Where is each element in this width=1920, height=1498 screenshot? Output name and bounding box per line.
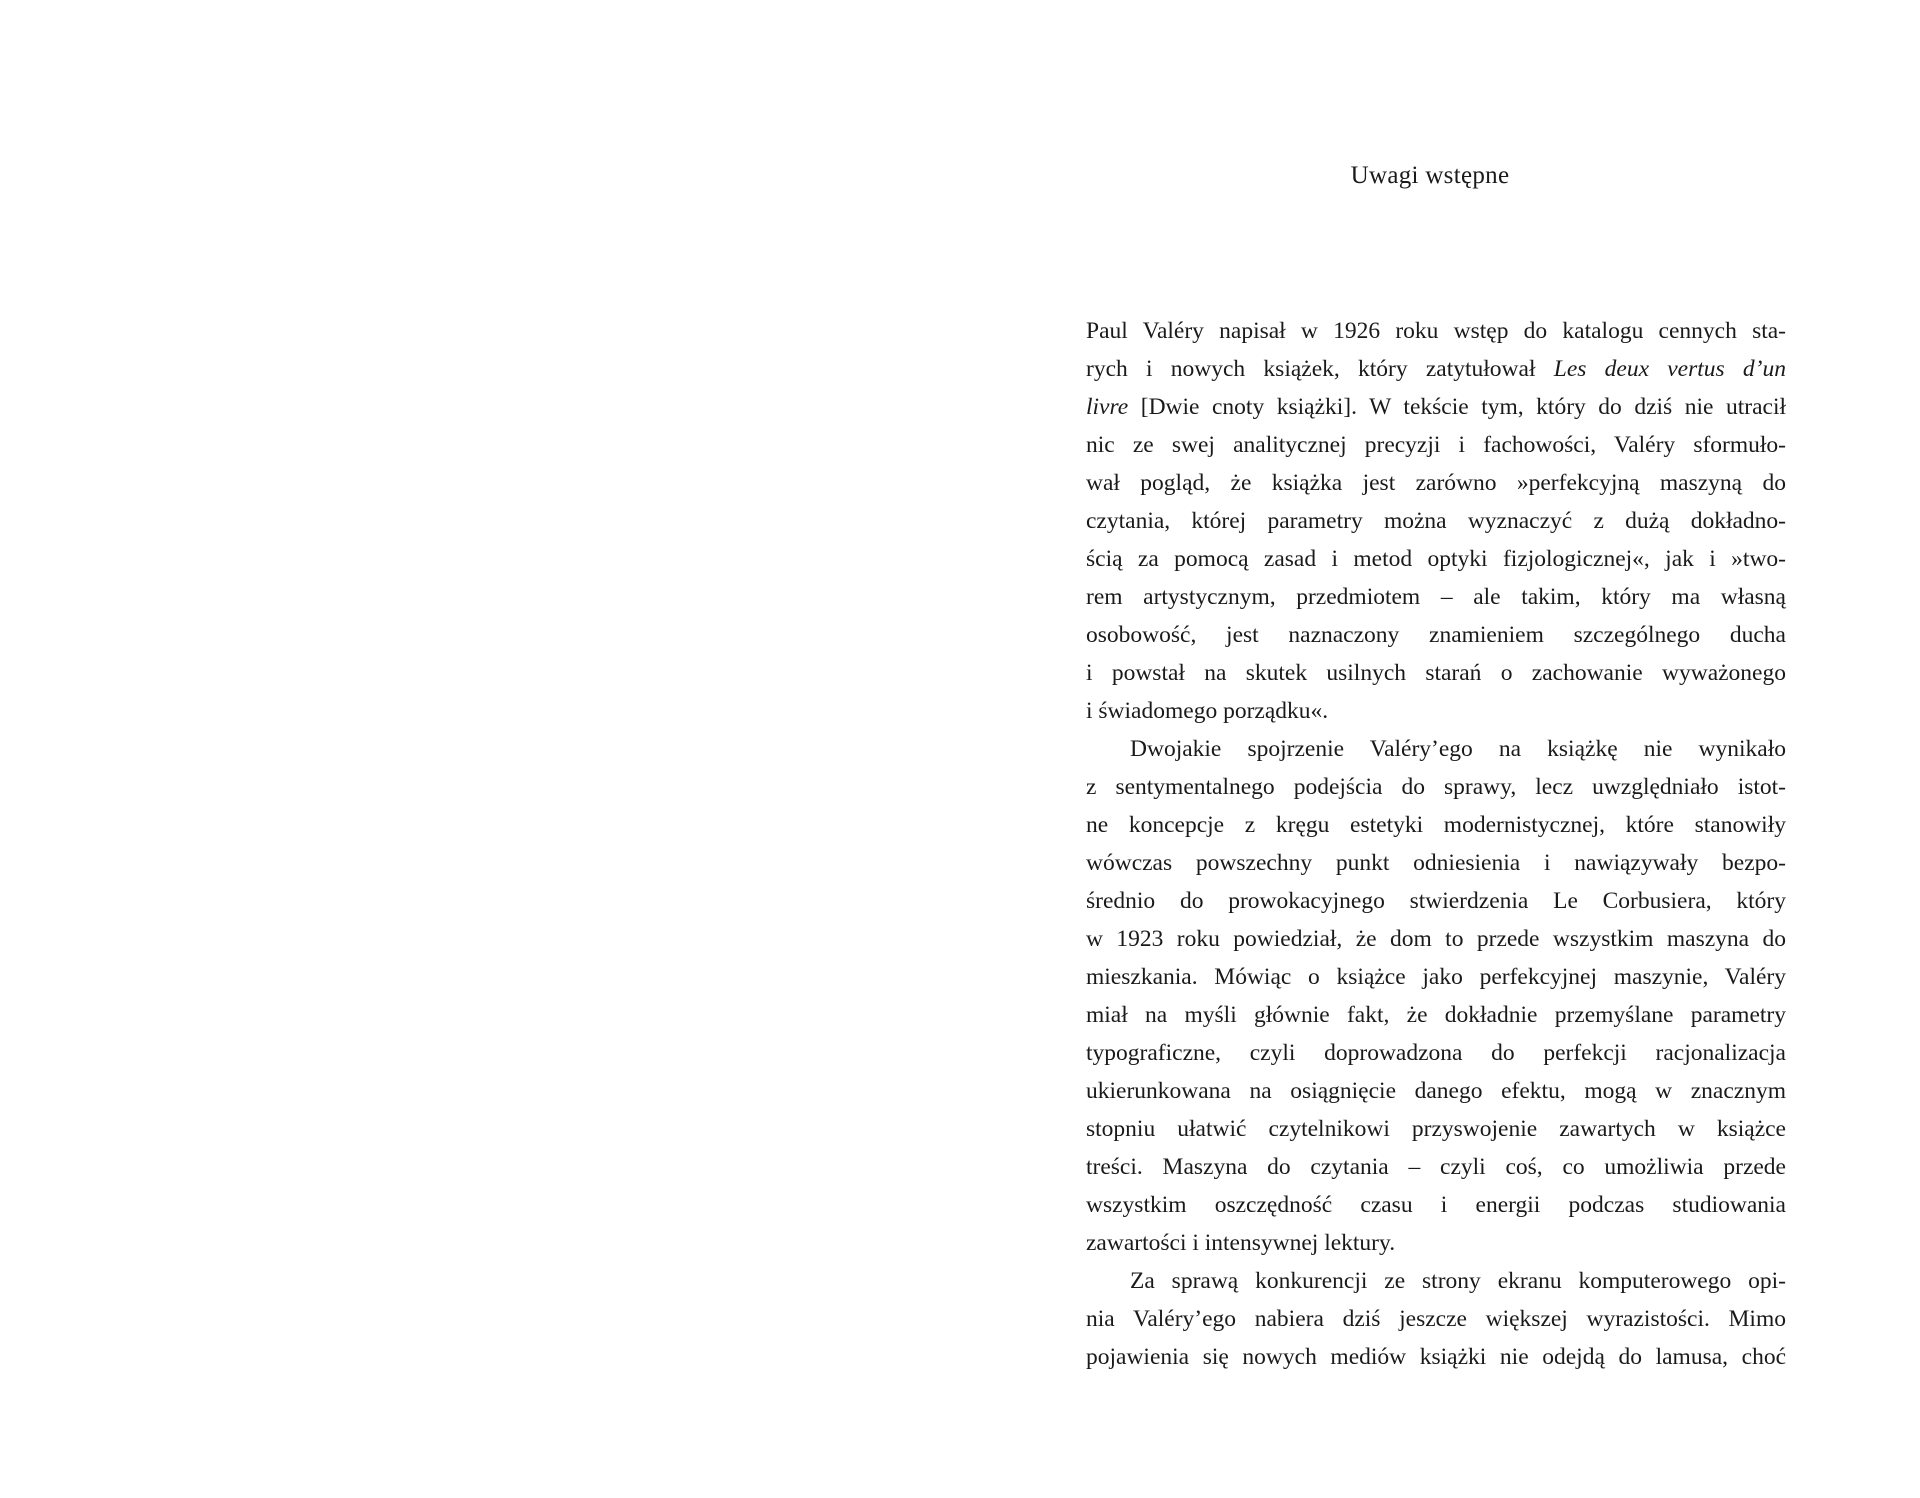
text-line: stopniu ułatwić czytelnikowi przyswojenie zawartych w książce xyxy=(1086,1116,1786,1142)
text-line: ne koncepcje z kręgu estetyki modernistycznej, które stanowiły xyxy=(1086,812,1786,838)
text-line: wał pogląd, że książka jest zarówno »perfekcyjną maszyną do xyxy=(1086,470,1786,496)
text-line: nia Valéry’ego nabiera dziś jeszcze większej wyrazistości. Mimo xyxy=(1086,1306,1786,1332)
text-line: treści. Maszyna do czytania – czyli coś, co umożliwia przede xyxy=(1086,1154,1786,1180)
text-line: Dwojakie spojrzenie Valéry’ego na książkę nie wynikało xyxy=(1130,736,1786,762)
text-line: czytania, której parametry można wyznaczyć z dużą dokładno- xyxy=(1086,508,1786,534)
text-line: miał na myśli głównie fakt, że dokładnie przemyślane parametry xyxy=(1086,1002,1786,1028)
body-text xyxy=(1086,312,1786,1376)
text-line: Paul Valéry napisał w 1926 roku wstęp do katalogu cennych sta- xyxy=(1086,318,1786,344)
text-line: ścią za pomocą zasad i metod optyki fizjologicznej«, jak i »two- xyxy=(1086,546,1786,572)
text-line: ukierunkowana na osiągnięcie danego efektu, mogą w znacznym xyxy=(1086,1078,1786,1104)
text-line: wszystkim oszczędność czasu i energii podczas studiowania xyxy=(1086,1192,1786,1218)
text-line: rem artystycznym, przedmiotem – ale takim, który ma własną xyxy=(1086,584,1786,610)
text-line: i powstał na skutek usilnych starań o zachowanie wyważonego xyxy=(1086,660,1786,686)
text-line: rych i nowych książek, który zatytułował Les deux vertus d’un xyxy=(1086,356,1787,382)
text-line: Za sprawą konkurencji ze strony ekranu komputerowego opi- xyxy=(1130,1268,1786,1294)
italic-title: livre xyxy=(1086,394,1129,420)
text-line: livre [Dwie cnoty książki]. W tekście tym, który do dziś nie utracił xyxy=(1086,394,1786,420)
text-line: wówczas powszechny punkt odniesienia i nawiązywały bezpo- xyxy=(1086,850,1786,876)
text-line: z sentymentalnego podejścia do sprawy, lecz uwzględniało istot- xyxy=(1086,774,1786,800)
text-line: i świadomego porządku«. xyxy=(1086,698,1329,724)
italic-title: Les deux vertus d’un xyxy=(1553,356,1787,382)
text-line: średnio do prowokacyjnego stwierdzenia Le Corbusiera, który xyxy=(1086,888,1786,914)
text-line: nic ze swej analitycznej precyzji i fachowości, Valéry sformuło- xyxy=(1086,432,1786,458)
text-line: typograficzne, czyli doprowadzona do perfekcji racjonalizacja xyxy=(1086,1040,1786,1066)
text-line: mieszkania. Mówiąc o książce jako perfekcyjnej maszynie, Valéry xyxy=(1086,964,1786,990)
chapter-title: Uwagi wstępne xyxy=(1350,162,1510,189)
text-line: w 1923 roku powiedział, że dom to przede wszystkim maszyna do xyxy=(1086,926,1786,952)
text-line: osobowość, jest naznaczony znamieniem szczególnego ducha xyxy=(1086,622,1786,648)
text-line: pojawienia się nowych mediów książki nie odejdą do lamusa, choć xyxy=(1086,1344,1786,1370)
text-line: zawartości i intensywnej lektury. xyxy=(1086,1230,1396,1256)
